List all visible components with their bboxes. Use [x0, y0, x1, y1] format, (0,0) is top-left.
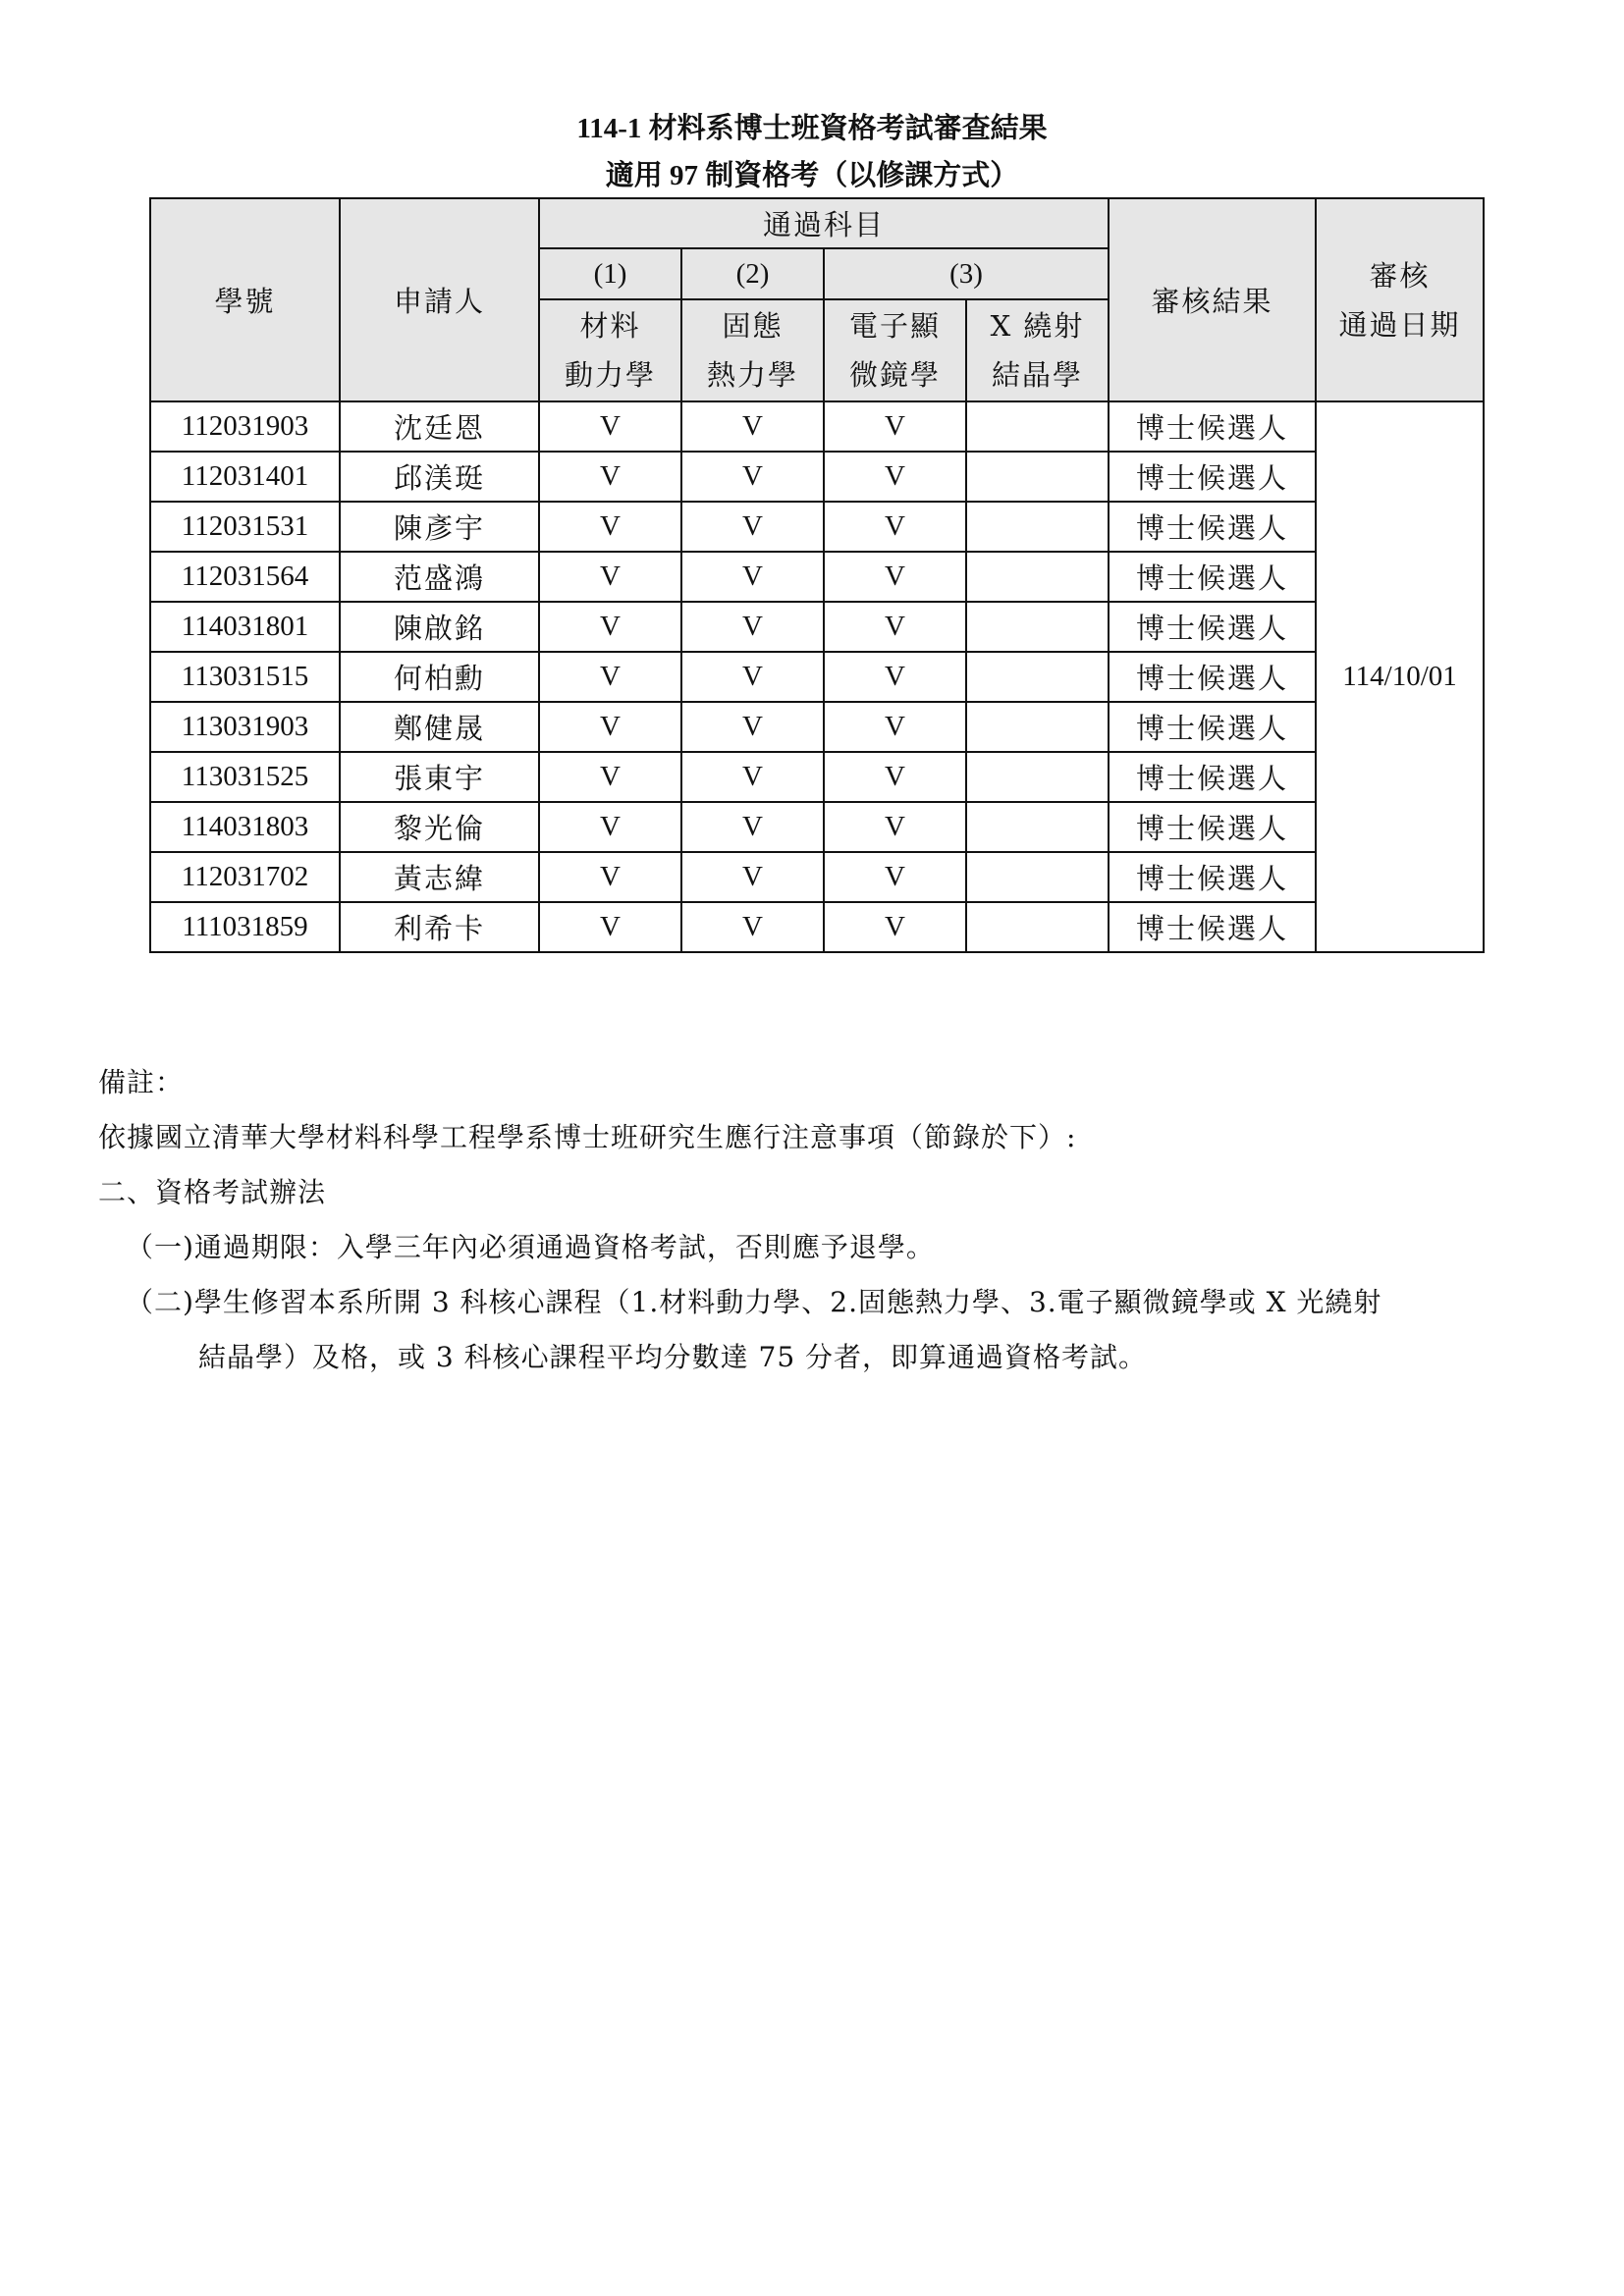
- cell-subject-2: V: [681, 502, 824, 552]
- cell-result: 博士候選人: [1109, 852, 1316, 902]
- header-subject-2: [681, 299, 824, 401]
- cell-subject-3a: V: [824, 702, 966, 752]
- cell-subject-1: V: [539, 752, 681, 802]
- notes-section: [98, 1055, 1551, 1385]
- cell-result: 博士候選人: [1109, 752, 1316, 802]
- cell-subject-2: V: [681, 401, 824, 452]
- cell-result: 博士候選人: [1109, 802, 1316, 852]
- header-subject-3a-line2: 微鏡學: [848, 358, 941, 392]
- header-pass-date-line2: 通過日期: [1338, 307, 1461, 342]
- cell-subject-3b: [966, 902, 1109, 952]
- cell-subject-3a: V: [824, 552, 966, 602]
- notes-line-2: 二、資格考試辦法: [98, 1176, 327, 1208]
- header-subject-1-line2: 動力學: [564, 358, 656, 392]
- header-subject-1: [539, 299, 681, 401]
- notes-line-1: 依據國立清華大學材料科學工程學系博士班研究生應行注意事項（節錄於下）:: [98, 1121, 1077, 1153]
- cell-subject-1: V: [539, 702, 681, 752]
- cell-subject-1: V: [539, 452, 681, 502]
- header-pass-date-line1: 審核: [1369, 258, 1431, 293]
- cell-student-id: 111031859: [150, 902, 340, 952]
- table-row: [150, 802, 1484, 852]
- cell-subject-3b: [966, 752, 1109, 802]
- cell-subject-2: V: [681, 652, 824, 702]
- cell-subject-3a: V: [824, 452, 966, 502]
- header-pass-date: [1316, 198, 1484, 401]
- cell-subject-1: V: [539, 652, 681, 702]
- cell-subject-1: V: [539, 602, 681, 652]
- header-subject-3b-line2: 結晶學: [992, 358, 1084, 392]
- cell-subject-1: V: [539, 502, 681, 552]
- cell-subject-2: V: [681, 902, 824, 952]
- header-group-2: (2): [681, 248, 824, 299]
- header-subject-2-line2: 熱力學: [706, 358, 798, 392]
- cell-student-id: 112031903: [150, 401, 340, 452]
- cell-applicant: 沈廷恩: [340, 401, 539, 452]
- cell-subject-3b: [966, 552, 1109, 602]
- cell-subject-2: V: [681, 602, 824, 652]
- cell-subject-3b: [966, 702, 1109, 752]
- cell-subject-3b: [966, 502, 1109, 552]
- cell-subject-3b: [966, 452, 1109, 502]
- cell-student-id: 112031702: [150, 852, 340, 902]
- table-row: [150, 652, 1484, 702]
- table-row: [150, 452, 1484, 502]
- table-row: [150, 702, 1484, 752]
- table-row: [150, 902, 1484, 952]
- cell-subject-2: V: [681, 552, 824, 602]
- header-subject-3b: [966, 299, 1109, 401]
- cell-subject-3a: V: [824, 652, 966, 702]
- cell-applicant: 黃志緯: [340, 852, 539, 902]
- notes-line-3: （一)通過期限：入學三年內必須通過資格考試，否則應予退學。: [126, 1231, 935, 1263]
- cell-applicant: 鄭健晟: [340, 702, 539, 752]
- cell-applicant: 陳彥宇: [340, 502, 539, 552]
- cell-result: 博士候選人: [1109, 552, 1316, 602]
- table-row: [150, 552, 1484, 602]
- cell-result: 博士候選人: [1109, 452, 1316, 502]
- notes-line-4: （二)學生修習本系所開 3 科核心課程（1.材料動力學、2.固態熱力學、3.電子顯微鏡學或 X 光繞射: [126, 1286, 1382, 1318]
- cell-student-id: 112031531: [150, 502, 340, 552]
- cell-student-id: 113031903: [150, 702, 340, 752]
- results-table: [149, 197, 1485, 953]
- cell-subject-1: V: [539, 401, 681, 452]
- cell-result: 博士候選人: [1109, 652, 1316, 702]
- cell-subject-2: V: [681, 802, 824, 852]
- cell-subject-3a: V: [824, 502, 966, 552]
- cell-applicant: 利希卡: [340, 902, 539, 952]
- cell-student-id: 113031525: [150, 752, 340, 802]
- cell-result: 博士候選人: [1109, 401, 1316, 452]
- cell-applicant: 黎光倫: [340, 802, 539, 852]
- header-subject-1-line1: 材料: [579, 309, 641, 343]
- cell-subject-3b: [966, 852, 1109, 902]
- table-row: [150, 602, 1484, 652]
- cell-student-id: 114031801: [150, 602, 340, 652]
- cell-result: 博士候選人: [1109, 702, 1316, 752]
- cell-subject-1: V: [539, 552, 681, 602]
- header-result: 審核結果: [1109, 198, 1316, 401]
- table-row: [150, 401, 1484, 452]
- cell-subject-3a: V: [824, 752, 966, 802]
- cell-applicant: 陳啟銘: [340, 602, 539, 652]
- header-subjects-group: 通過科目: [539, 198, 1109, 248]
- header-subject-3a-line1: 電子顯: [848, 309, 941, 343]
- header-subject-3b-line1: X 繞射: [990, 309, 1085, 343]
- cell-subject-2: V: [681, 852, 824, 902]
- header-student-id: 學號: [150, 198, 340, 401]
- cell-subject-3b: [966, 401, 1109, 452]
- cell-student-id: 112031564: [150, 552, 340, 602]
- cell-applicant: 邱渼珽: [340, 452, 539, 502]
- cell-subject-2: V: [681, 752, 824, 802]
- cell-subject-1: V: [539, 802, 681, 852]
- cell-subject-3a: V: [824, 802, 966, 852]
- header-subject-2-line1: 固態: [722, 309, 784, 343]
- cell-student-id: 112031401: [150, 452, 340, 502]
- cell-subject-3a: V: [824, 852, 966, 902]
- cell-result: 博士候選人: [1109, 502, 1316, 552]
- document-subtitle: 適用 97 制資格考（以修課方式）: [605, 160, 1019, 191]
- cell-result: 博士候選人: [1109, 902, 1316, 952]
- cell-student-id: 114031803: [150, 802, 340, 852]
- cell-subject-1: V: [539, 852, 681, 902]
- cell-subject-3b: [966, 602, 1109, 652]
- cell-subject-2: V: [681, 702, 824, 752]
- cell-subject-3a: V: [824, 902, 966, 952]
- header-group-1: (1): [539, 248, 681, 299]
- header-subject-3a: [824, 299, 966, 401]
- document-title: 114-1 材料系博士班資格考試審查結果: [576, 113, 1048, 144]
- table-row: [150, 752, 1484, 802]
- cell-result: 博士候選人: [1109, 602, 1316, 652]
- cell-pass-date: 114/10/01: [1316, 401, 1484, 952]
- cell-subject-3b: [966, 652, 1109, 702]
- header-applicant: 申請人: [340, 198, 539, 401]
- cell-student-id: 113031515: [150, 652, 340, 702]
- table-row: [150, 852, 1484, 902]
- header-group-3: (3): [824, 248, 1109, 299]
- cell-subject-3b: [966, 802, 1109, 852]
- table-row: [150, 502, 1484, 552]
- cell-applicant: 張東宇: [340, 752, 539, 802]
- notes-heading: 備註：: [98, 1066, 185, 1098]
- cell-subject-1: V: [539, 902, 681, 952]
- cell-applicant: 范盛鴻: [340, 552, 539, 602]
- cell-subject-2: V: [681, 452, 824, 502]
- cell-subject-3a: V: [824, 401, 966, 452]
- cell-subject-3a: V: [824, 602, 966, 652]
- notes-line-5: 結晶學）及格，或 3 科核心課程平均分數達 75 分者，即算通過資格考試。: [198, 1341, 1148, 1373]
- cell-applicant: 何柏勳: [340, 652, 539, 702]
